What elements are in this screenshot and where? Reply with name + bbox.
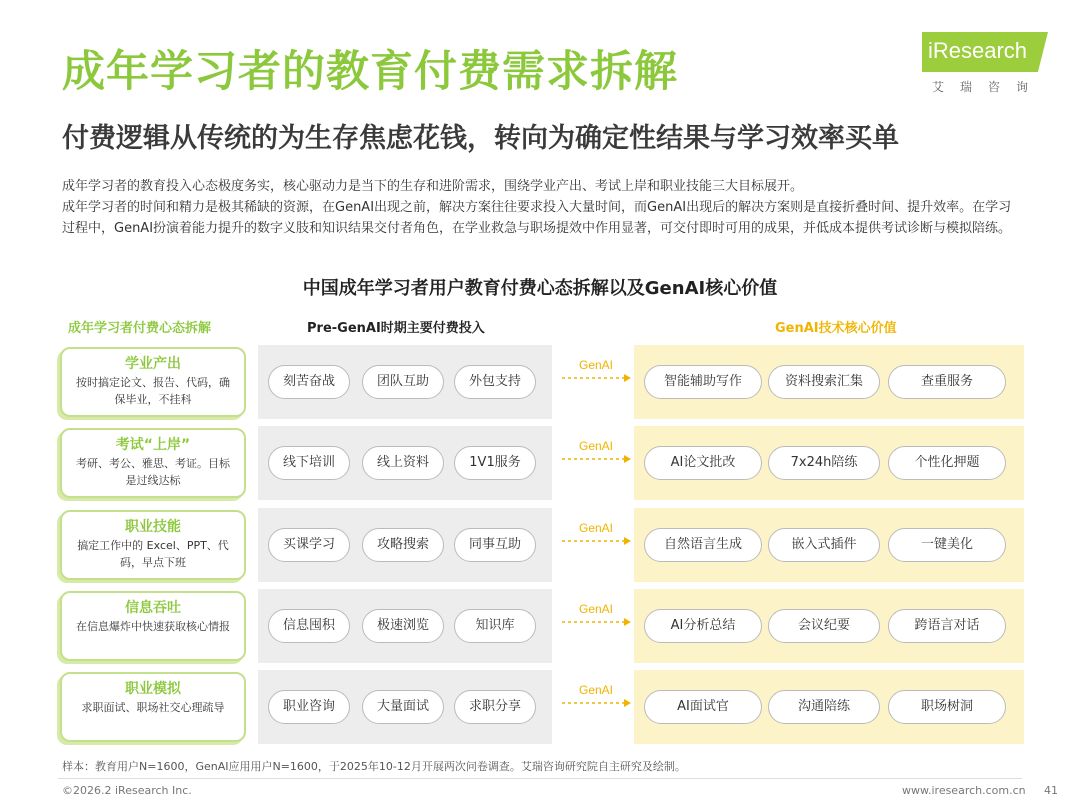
category-description: 搞定工作中的 Excel、PPT、代码，早点下班 xyxy=(77,539,229,569)
column-head-category: 成年学习者付费心态拆解 xyxy=(68,321,212,336)
category-description: 求职面试、职场社交心理疏导 xyxy=(81,701,225,714)
genai-value-panel xyxy=(634,426,1024,500)
pre-genai-item: 同事互助 xyxy=(454,528,536,562)
category-card xyxy=(60,510,246,580)
genai-value-panel xyxy=(634,670,1024,744)
genai-arrow-label: GenAI xyxy=(578,602,614,616)
pre-genai-item: 大量面试 xyxy=(362,690,444,724)
source-note: 样本：教育用户N=1600，GenAI应用用户N=1600，于2025年10-12月开展两次问卷调查。艾瑞咨询研究院自主研究及绘制。 xyxy=(62,760,686,773)
genai-arrow xyxy=(558,589,634,663)
pre-genai-item: 团队互助 xyxy=(362,365,444,399)
genai-value-item: AI论文批改 xyxy=(644,446,762,480)
genai-value-item: 资料搜索汇集 xyxy=(768,365,880,399)
pre-genai-item: 职业咨询 xyxy=(268,690,350,724)
pre-genai-panel xyxy=(258,589,552,663)
column-head-genai-value: GenAI技术核心价值 xyxy=(775,321,897,336)
category-card xyxy=(60,347,246,417)
genai-value-item: 会议纪要 xyxy=(768,609,880,643)
genai-value-item: 个性化押题 xyxy=(888,446,1006,480)
pre-genai-item: 线上资料 xyxy=(362,446,444,480)
genai-value-item: 智能辅助写作 xyxy=(644,365,762,399)
intro-text xyxy=(62,176,1022,239)
category-name: 学业产出 xyxy=(125,356,181,372)
category-name: 职业技能 xyxy=(125,519,181,535)
pre-genai-panel xyxy=(258,670,552,744)
genai-value-item: 职场树洞 xyxy=(888,690,1006,724)
arrow-right-icon xyxy=(558,698,634,708)
diagram-row xyxy=(58,589,1028,663)
pre-genai-item: 求职分享 xyxy=(454,690,536,724)
category-description: 考研、考公、雅思、考证。目标是过线达标 xyxy=(76,457,230,487)
page-number: 41 xyxy=(1044,784,1058,797)
genai-arrow-label: GenAI xyxy=(578,521,614,535)
genai-value-item: 嵌入式插件 xyxy=(768,528,880,562)
genai-arrow xyxy=(558,426,634,500)
genai-value-item: 7x24h陪练 xyxy=(768,446,880,480)
pre-genai-panel xyxy=(258,426,552,500)
category-name: 考试“上岸” xyxy=(115,437,191,453)
pre-genai-item: 极速浏览 xyxy=(362,609,444,643)
intro-paragraph: 成年学习者的教育投入心态极度务实，核心驱动力是当下的生存和进阶需求，围绕学业产出、考试上岸和职业技能三大目标展开。 xyxy=(62,179,804,194)
pre-genai-item: 线下培训 xyxy=(268,446,350,480)
pre-genai-item: 攻略搜索 xyxy=(362,528,444,562)
pre-genai-item: 刻苦奋战 xyxy=(268,365,350,399)
footer-divider xyxy=(58,778,1022,779)
diagram-row xyxy=(58,670,1028,744)
genai-value-item: 跨语言对话 xyxy=(888,609,1006,643)
column-head-pre-genai: Pre-GenAI时期主要付费投入 xyxy=(307,321,485,336)
arrow-right-icon xyxy=(558,454,634,464)
genai-arrow xyxy=(558,345,634,419)
genai-arrow xyxy=(558,508,634,582)
pre-genai-item: 知识库 xyxy=(454,609,536,643)
genai-value-item: 自然语言生成 xyxy=(644,528,762,562)
diagram-title: 中国成年学习者用户教育付费心态拆解以及GenAI核心价值 xyxy=(302,278,778,299)
diagram-row xyxy=(58,426,1028,500)
arrow-right-icon xyxy=(558,536,634,546)
pre-genai-item: 买课学习 xyxy=(268,528,350,562)
pre-genai-item: 信息囤积 xyxy=(268,609,350,643)
genai-arrow xyxy=(558,670,634,744)
arrow-right-icon xyxy=(558,617,634,627)
genai-value-item: AI分析总结 xyxy=(644,609,762,643)
category-description: 按时搞定论文、报告、代码，确保毕业，不挂科 xyxy=(76,376,230,406)
genai-value-panel xyxy=(634,345,1024,419)
category-name: 职业模拟 xyxy=(125,681,181,697)
genai-arrow-label: GenAI xyxy=(578,358,614,372)
iresearch-logo xyxy=(922,32,1052,96)
genai-value-panel xyxy=(634,589,1024,663)
genai-value-item: AI面试官 xyxy=(644,690,762,724)
category-card xyxy=(60,591,246,661)
genai-value-panel xyxy=(634,508,1024,582)
genai-value-item: 查重服务 xyxy=(888,365,1006,399)
website-link[interactable]: www.iresearch.com.cn xyxy=(902,784,1026,797)
genai-arrow-label: GenAI xyxy=(578,683,614,697)
page-title: 成年学习者的教育付费需求拆解 xyxy=(62,47,678,97)
category-name: 信息吞吐 xyxy=(125,600,181,616)
category-card xyxy=(60,672,246,742)
category-card xyxy=(60,428,246,498)
pre-genai-item: 外包支持 xyxy=(454,365,536,399)
intro-paragraph: 成年学习者的时间和精力是极其稀缺的资源，在GenAI出现之前，解决方案往往要求投入大量时间，而GenAI出现后的解决方案则是直接折叠时间、提升效率。在学习过程中，GenAI扮演着能力提升的数字义肢和知识结果交付者角色，在学业救急与职场提效中作用显著，可交付即时可用的成果，并低成本提供考试诊断与模拟陪练。 xyxy=(62,200,1012,236)
genai-arrow-label: GenAI xyxy=(578,439,614,453)
arrow-right-icon xyxy=(558,373,634,383)
diagram-row xyxy=(58,345,1028,419)
diagram-row xyxy=(58,508,1028,582)
copyright: ©2026.2 iResearch Inc. xyxy=(62,784,192,797)
pre-genai-panel xyxy=(258,345,552,419)
category-description: 在信息爆炸中快速获取核心情报 xyxy=(76,620,230,633)
logo-cn: 艾瑞咨询 xyxy=(932,80,1045,94)
genai-value-item: 沟通陪练 xyxy=(768,690,880,724)
page-subtitle: 付费逻辑从传统的为生存焦虑花钱，转向为确定性结果与学习效率买单 xyxy=(62,123,899,154)
pre-genai-panel xyxy=(258,508,552,582)
logo-brand: iResearch xyxy=(928,38,1028,63)
genai-value-item: 一键美化 xyxy=(888,528,1006,562)
pre-genai-item: 1V1服务 xyxy=(454,446,536,480)
